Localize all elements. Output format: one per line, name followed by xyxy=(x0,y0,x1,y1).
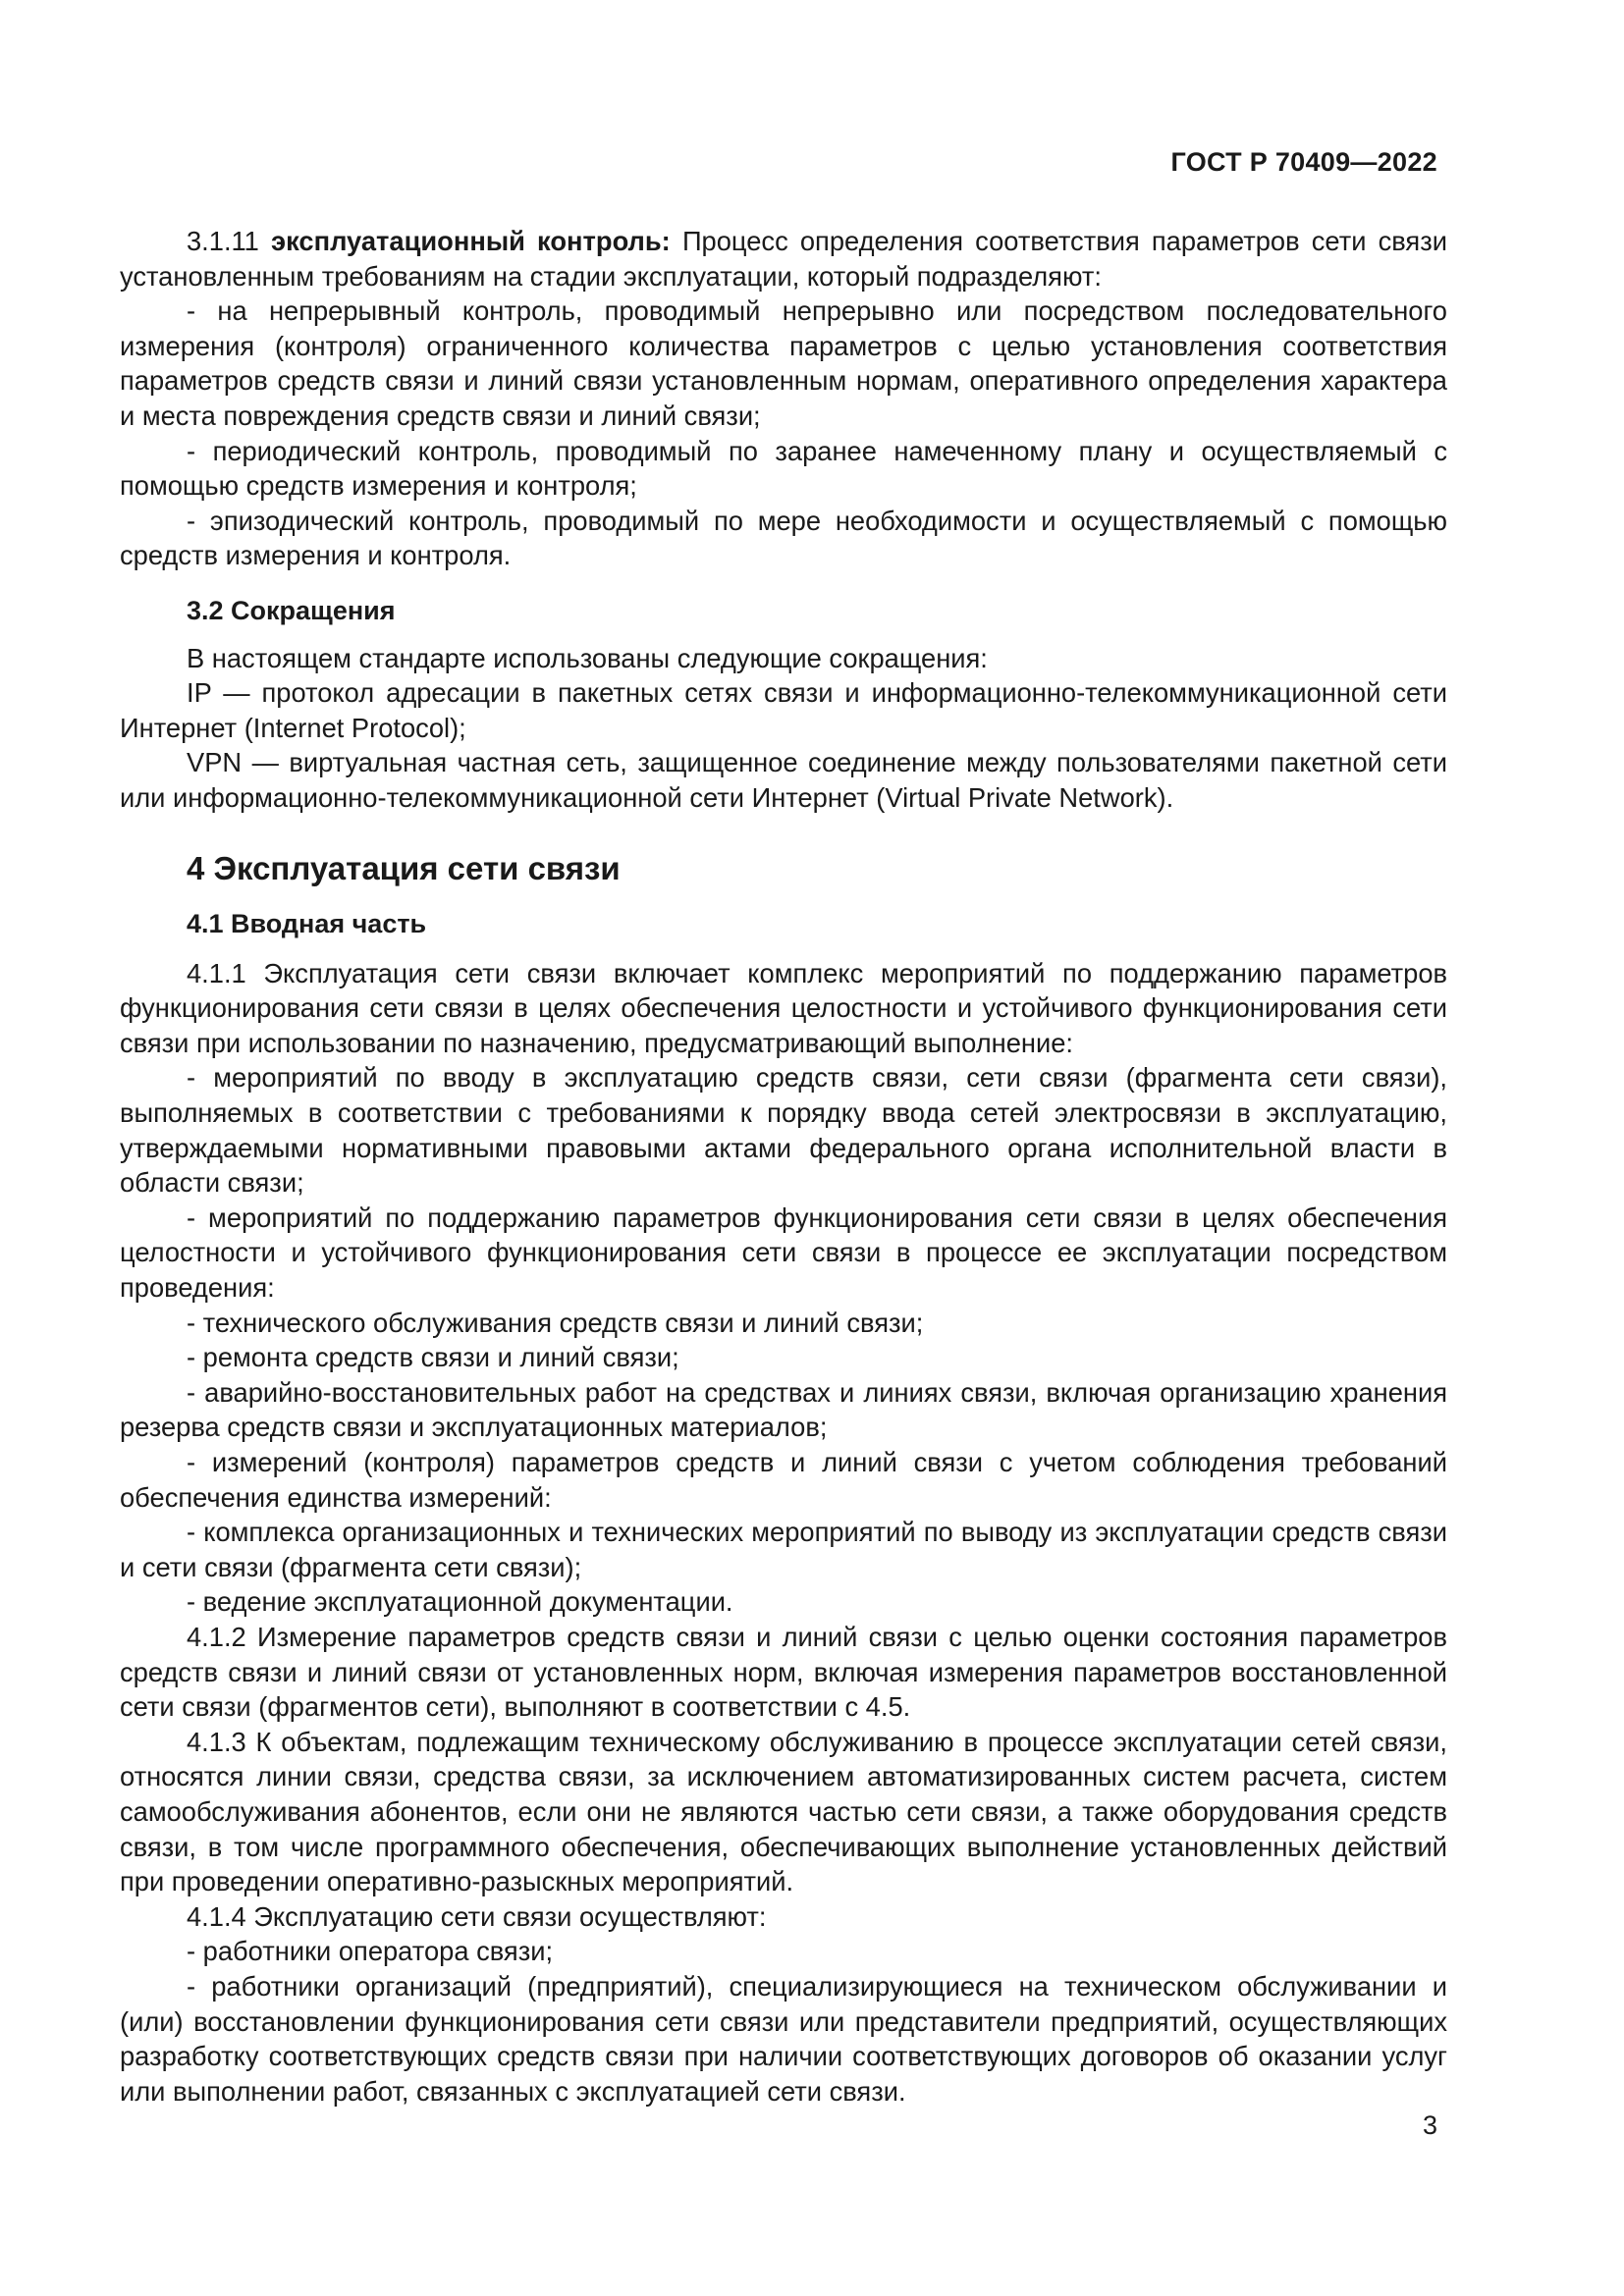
list-item: - работники оператора связи; xyxy=(187,1936,554,1967)
list-item: - ремонта средств связи и линий связи; xyxy=(187,1342,679,1373)
section-heading-4: 4 Эксплуатация сети связи xyxy=(187,849,621,886)
list-item: - измерений (контроля) параметров средств и линий связи с учетом соблюдения требований обеспечения единства измерений: xyxy=(120,1447,1447,1513)
abbreviations-intro: В настоящем стандарте использованы следующие сокращения: xyxy=(187,642,988,673)
list-item: - работники организаций (предприятий), специализирующиеся на техническом обслуживании и (или) восстановлении функционирования сети связи или представители предприятий, осуществляющих разработку соответствующих средств связи при наличии соответствующих договоров об оказании услуг или выполнении работ, связанных с эксплуатацией сети связи. xyxy=(120,1970,1447,2107)
section-heading-4-1: 4.1 Вводная часть xyxy=(187,909,427,939)
abbreviation-item: VPN — виртуальная частная сеть, защищенное соединение между пользователями пакетной сети или информационно-телекоммуникационной сети Интернет (Virtual Private Network). xyxy=(120,747,1447,813)
list-item: - эпизодический контроль, проводимый по мере необходимости и осуществляемый с помощью средств измерения и контроля. xyxy=(120,505,1447,571)
list-item: - мероприятий по вводу в эксплуатацию средств связи, сети связи (фрагмента сети связи), выполняемых в соответствии с требованиями к порядку ввода сетей электросвязи в эксплуатацию, утверждаемыми нормативными правовыми актами федерального органа исполнительной власти в области связи; xyxy=(120,1062,1447,1199)
list-item: - аварийно-восстановительных работ на средствах и линиях связи, включая организацию хранения резерва средств связи и эксплуатационных материалов; xyxy=(120,1376,1447,1443)
clause-4-1-4: 4.1.4 Эксплуатацию сети связи осуществляют: xyxy=(187,1900,767,1932)
clause-number: 3.1.11 xyxy=(187,226,259,256)
section-heading-3-2: 3.2 Сокращения xyxy=(187,595,396,625)
list-item: - комплекса организационных и технических мероприятий по выводу из эксплуатации средств связи и сети связи (фрагмента сети связи); xyxy=(120,1517,1447,1582)
page-number: 3 xyxy=(1422,2110,1437,2140)
clause-4-1-1: 4.1.1 Эксплуатация сети связи включает комплекс мероприятий по поддержанию параметров функционирования сети связи в целях обеспечения целостности и устойчивого функционирования сети связи при использовании по назначению, предусматривающий выполнение: xyxy=(120,957,1447,1058)
clause-4-1-2: 4.1.2 Измерение параметров средств связи и линий связи с целью оценки состояния параметров средств связи и линий связи от установленных норм, включая измерения параметров восстановленной сети связи (фрагментов сети), выполняют в соответствии с 4.5. xyxy=(120,1621,1447,1723)
document-body xyxy=(120,224,1447,2109)
term-name: эксплуатационный контроль: xyxy=(271,226,671,256)
clause-3-1-11 xyxy=(120,224,1447,294)
list-item: - мероприятий по поддержанию параметров функционирования сети связи в целях обеспечения целостности и устойчивого функционирования сети связи в процессе ее эксплуатации посредством проведения: xyxy=(120,1201,1447,1304)
list-item: - на непрерывный контроль, проводимый непрерывно или посредством последовательного измерения (контроля) ограниченного количества параметров с целью установления соответствия параметров средств связи и линий связи установленным нормам, оперативного определения характера и места повреждения средств связи и линий связи; xyxy=(120,295,1447,431)
list-item: - периодический контроль, проводимый по заранее намеченному плану и осуществляемый с помощью средств измерения и контроля; xyxy=(120,435,1447,502)
clause-4-1-3: 4.1.3 К объектам, подлежащим техническому обслуживанию в процессе эксплуатации сетей связи, относятся линии связи, средства связи, за исключением автоматизированных систем расчета, систем самообслуживания абонентов, если они не являются частью сети связи, а также оборудования средств связи, в том числе программного обеспечения, обеспечивающих выполнение установленных действий при проведении оперативно-разыскных мероприятий. xyxy=(120,1726,1447,1897)
list-item: - технического обслуживания средств связи и линий связи; xyxy=(187,1307,924,1338)
abbreviation-item: IP — протокол адресации в пакетных сетях связи и информационно-телекоммуникационной сети Интернет (Internet Protocol); xyxy=(120,677,1447,743)
document-id-header: ГОСТ Р 70409—2022 xyxy=(1170,147,1437,177)
term-definition: Процесс определения соответствия параметров сети связи установленным требованиям на стадии эксплуатации, который подразделяют: xyxy=(120,226,1447,292)
list-item: - ведение эксплуатационной документации. xyxy=(187,1586,733,1618)
